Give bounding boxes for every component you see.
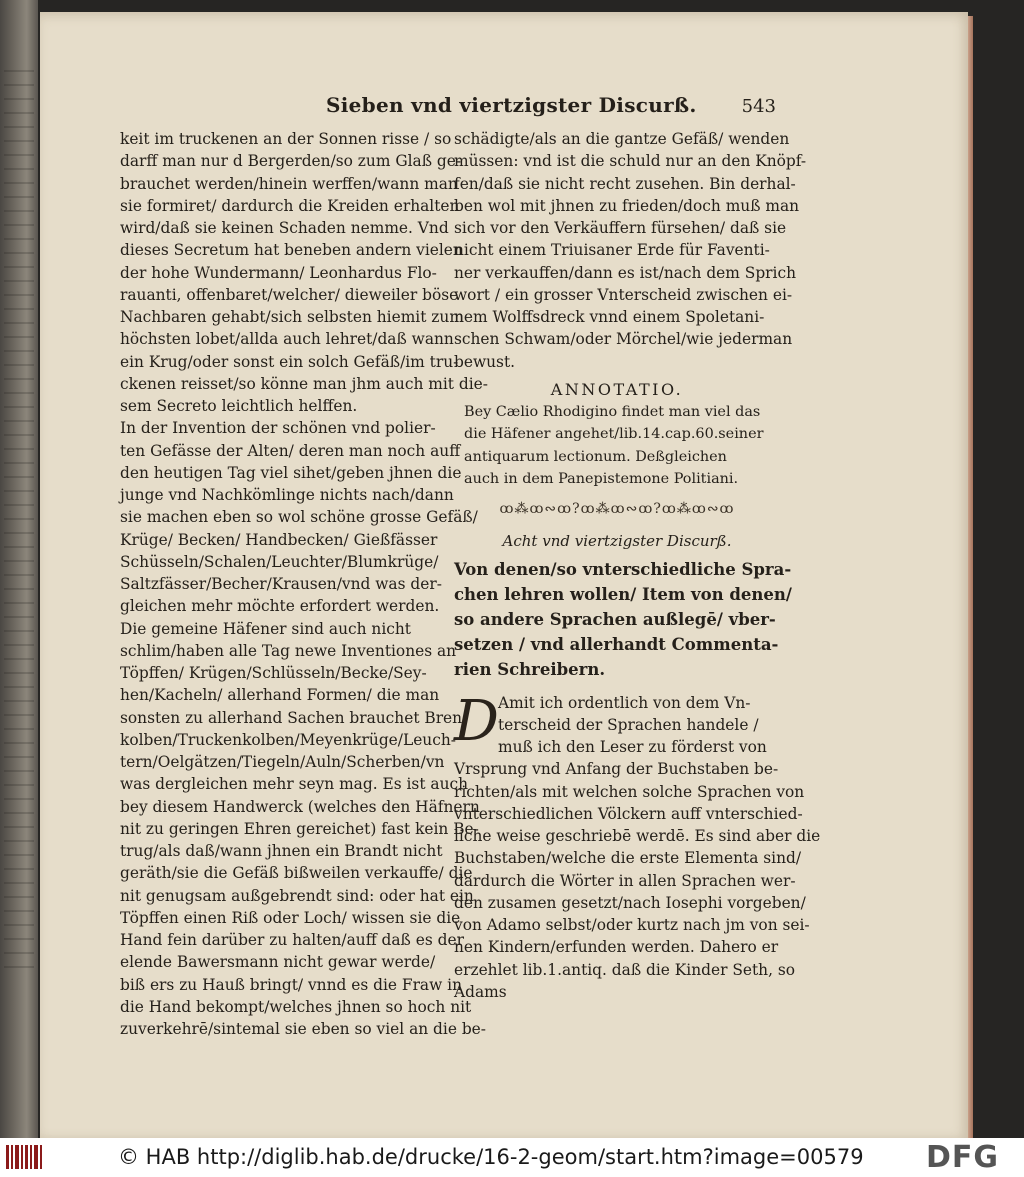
text-line: müssen: vnd ist die schuld nur an den Knöpf- bbox=[454, 152, 807, 171]
text-line: nem Wolffsdreck vnnd einem Spoletani- bbox=[454, 308, 765, 326]
text-line: die Hand bekompt/welches jhnen so hoch nit bbox=[120, 997, 472, 1016]
text-line: Schüsseln/Schalen/Leuchter/Blumkrüge/ bbox=[120, 552, 439, 571]
decorated-initial: D bbox=[454, 688, 499, 754]
page-number: 543 bbox=[741, 96, 776, 117]
running-head: Sieben vnd viertzigster Discurß. bbox=[326, 93, 697, 117]
text-line: hen/Kacheln/ allerhand Formen/ die man bbox=[120, 686, 440, 705]
text-line: schlim/haben alle Tag newe Inventiones an bbox=[120, 641, 457, 660]
text-line: Nachbaren gehabt/sich selbsten hiemit zum bbox=[120, 308, 464, 326]
annotatio-heading: ANNOTATIO. bbox=[550, 379, 684, 399]
text-line: nen Kindern/erfunden werden. Dahero er bbox=[454, 938, 779, 957]
text-line: Saltzfässer/Becher/Krausen/vnd was der- bbox=[120, 575, 442, 593]
page-fore-edge bbox=[968, 16, 973, 1138]
text-line: auch in dem Panepistemone Politiani. bbox=[464, 470, 739, 487]
hab-barcode-logo-icon bbox=[6, 1145, 44, 1169]
text-line: liche weise geschriebē werdē. Es sind aber die bbox=[454, 827, 821, 845]
right-column-continuation bbox=[454, 128, 807, 373]
text-line: Die gemeine Häfener sind auch nicht bbox=[120, 619, 411, 638]
page-content bbox=[76, 82, 821, 1102]
text-line: richten/als mit welchen solche Sprachen von bbox=[454, 782, 805, 801]
text-line: fen/daß sie nicht recht zusehen. Bin derhal- bbox=[454, 174, 796, 193]
text-line: schädigte/als an die gantze Gefäß/ wenden bbox=[454, 130, 790, 148]
text-line: chen lehren wollen/ Item von denen/ bbox=[454, 584, 792, 604]
text-line: zuverkehrē/sintemal sie eben so viel an die be- bbox=[120, 1020, 486, 1038]
annotatio-text bbox=[454, 401, 780, 490]
text-line: bey diesem Handwerck (welches den Häfnern bbox=[120, 797, 480, 816]
text-line: bewust. bbox=[454, 352, 516, 371]
source-url-link[interactable]: © HAB http://diglib.hab.de/drucke/16-2-geom/start.htm?image=00579 bbox=[118, 1145, 864, 1169]
text-line: darff man nur d Bergerden/so zum Glaß ge- bbox=[120, 152, 462, 171]
text-line: den heutigen Tag viel sihet/geben jhnen die bbox=[120, 463, 462, 482]
right-column bbox=[454, 128, 821, 1088]
text-line: Töpffen einen Riß oder Loch/ wissen sie die bbox=[120, 908, 461, 927]
text-line: Adams bbox=[454, 982, 507, 1001]
text-line: erzehlet lib.1.antiq. daß die Kinder Seth, so bbox=[454, 960, 796, 979]
text-line: schen Schwam/oder Mörchel/wie jederman bbox=[454, 330, 793, 349]
text-line: ner verkauffen/dann es ist/nach dem Sprich bbox=[454, 263, 796, 282]
text-line: wird/daß sie keinen Schaden nemme. Vnd bbox=[120, 219, 449, 237]
text-line: elende Bawersmann nicht gewar werde/ bbox=[120, 953, 436, 972]
text-line: terscheid der Sprachen handele / bbox=[498, 715, 759, 734]
text-line: geräth/sie die Gefäß bißweilen verkauffe/ die bbox=[120, 864, 473, 883]
text-line: vnterschiedlichen Völckern auff vnterschied- bbox=[454, 804, 803, 823]
text-line: sonsten zu allerhand Sachen brauchet Bren- bbox=[120, 708, 468, 727]
text-line: Von denen/so vnterschiedliche Spra- bbox=[454, 559, 792, 579]
text-line: Krüge/ Becken/ Handbecken/ Gießfässer bbox=[120, 530, 438, 549]
text-line: ten Gefässe der Alten/ deren man noch auff bbox=[120, 441, 461, 460]
text-line: brauchet werden/hinein werffen/wann man bbox=[120, 174, 458, 193]
text-line: so andere Sprachen außlegē/ vber- bbox=[454, 609, 776, 629]
adjacent-page-edge bbox=[0, 0, 38, 1138]
text-line: rauanti, offenbaret/welcher/ dieweiler böse bbox=[120, 285, 459, 304]
text-line: keit im truckenen an der Sonnen risse / so bbox=[120, 130, 452, 148]
adjacent-page-text-shadow bbox=[4, 70, 34, 970]
text-line: nit genugsam außgebrendt sind: oder hat ein bbox=[120, 886, 474, 905]
text-line: nit zu geringen Ehren gereichet) fast kein Be- bbox=[120, 819, 479, 838]
text-line: Töpffen/ Krügen/Schlüsseln/Becke/Sey- bbox=[120, 664, 427, 682]
text-line: wort / ein grosser Vnterscheid zwischen ei- bbox=[454, 285, 793, 304]
text-line: In der Invention der schönen vnd polier- bbox=[120, 419, 436, 438]
text-line: rien Schreibern. bbox=[454, 659, 606, 679]
text-line: sie formiret/ dardurch die Kreiden erhalten bbox=[120, 196, 460, 215]
text-line: gleichen mehr möchte erfordert werden. bbox=[120, 597, 440, 616]
footer-bar bbox=[0, 1138, 1024, 1177]
text-line: höchsten lobet/allda auch lehret/daß wann bbox=[120, 330, 454, 349]
text-line: trug/als daß/wann jhnen ein Brandt nicht bbox=[120, 842, 443, 860]
text-line: die Häfener angehet/lib.14.cap.60.seiner bbox=[464, 426, 764, 443]
discourse-label: Acht vnd viertzigster Discurß. bbox=[502, 532, 732, 551]
text-line: dieses Secretum hat beneben andern vielen bbox=[120, 241, 463, 260]
text-line: ckenen reisset/so könne man jhm auch mit die- bbox=[120, 374, 488, 393]
text-line: Amit ich ordentlich von dem Vn- bbox=[498, 693, 751, 712]
discourse-title bbox=[454, 559, 792, 684]
text-line: sie machen eben so wol schöne grosse Gefäß/ bbox=[120, 508, 478, 527]
discourse-body bbox=[454, 688, 821, 1004]
text-line: kolben/Truckenkolben/Meyenkrüge/Leuch- bbox=[120, 730, 456, 749]
text-line: dardurch die Wörter in allen Sprachen wer- bbox=[454, 871, 796, 890]
text-line: ein Krug/oder sonst ein solch Gefäß/im tru- bbox=[120, 352, 459, 371]
text-line: Buchstaben/welche die erste Elementa sind/ bbox=[454, 849, 802, 868]
text-line: antiquarum lectionum. Deßgleichen bbox=[464, 448, 727, 465]
text-line: Vrsprung vnd Anfang der Buchstaben be- bbox=[454, 760, 779, 779]
text-line: biß ers zu Hauß bringt/ vnnd es die Fraw in bbox=[120, 975, 463, 994]
text-line: junge vnd Nachkömlinge nichts nach/dann bbox=[120, 486, 454, 504]
text-line: nicht einem Triuisaner Erde für Faventi- bbox=[454, 241, 770, 260]
text-line: der hohe Wundermann/ Leonhardus Flo- bbox=[120, 263, 437, 282]
text-line: ben wol mit jhnen zu frieden/doch muß man bbox=[454, 196, 800, 215]
text-line: von Adamo selbst/oder kurtz nach jm von sei- bbox=[454, 916, 810, 934]
text-line: Bey Cælio Rhodigino findet man viel das bbox=[464, 404, 761, 420]
text-line: Hand fein darüber zu halten/auff daß es der bbox=[120, 931, 464, 949]
text-line: setzen / vnd allerhandt Commenta- bbox=[454, 634, 779, 654]
text-line: sich vor den Verkäuffern fürsehen/ daß sie bbox=[454, 219, 787, 237]
ornamental-divider: ꝏ⁂ꝏ∾ꝏ?ꝏ⁂ꝏ∾ꝏ?ꝏ⁂ꝏ∾ꝏ bbox=[499, 501, 735, 517]
text-line: tern/Oelgätzen/Tiegeln/Auln/Scherben/vn bbox=[120, 753, 445, 771]
text-line: muß ich den Leser zu förderst von bbox=[498, 738, 767, 756]
dfg-logo: DFG bbox=[926, 1140, 1000, 1175]
text-line: sem Secreto leichtlich helffen. bbox=[120, 397, 358, 415]
text-line: den zusamen gesetzt/nach Iosephi vorgeben/ bbox=[454, 893, 806, 912]
book-page bbox=[40, 12, 968, 1138]
text-line: was dergleichen mehr seyn mag. Es ist auch bbox=[120, 775, 469, 794]
